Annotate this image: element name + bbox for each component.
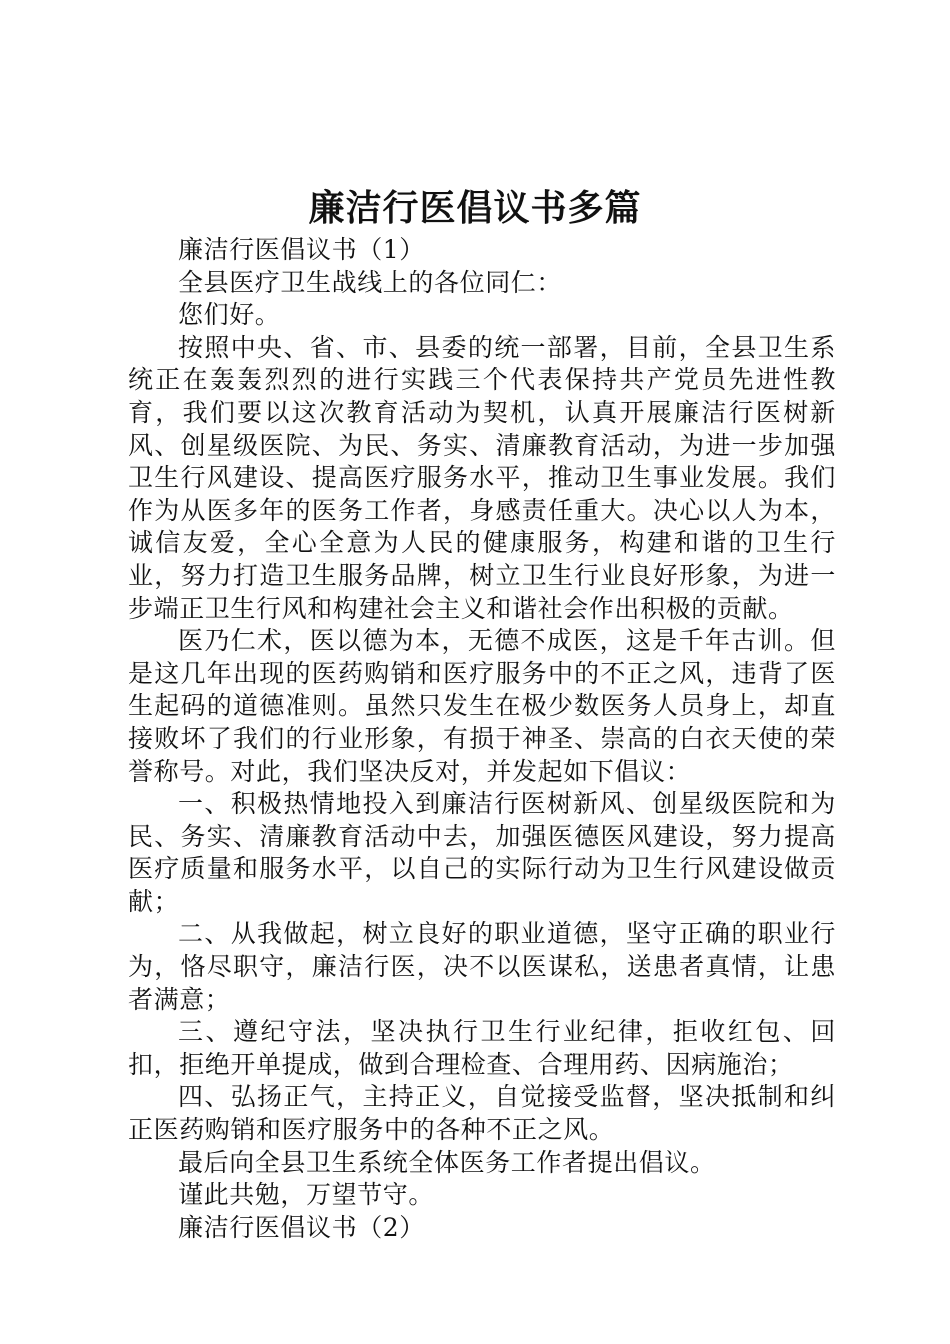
- document-body: [128, 234, 836, 1244]
- document-title: 廉洁行医倡议书多篇: [308, 187, 642, 229]
- proposal-item-3: 三、遵纪守法，坚决执行卫生行业纪律，拒收红包、回扣，拒绝开单提成，做到合理检查、合理用药、因病施治；: [128, 1017, 836, 1079]
- paragraph-ethics: 医乃仁术，医以德为本，无德不成医，这是千年古训。但是这几年出现的医药购销和医疗服务中的不正之风，违背了医生起码的道德准则。虽然只发生在极少数医务人员身上，却直接败坏了我们的行业形象，有损于神圣、崇高的白衣天使的荣誉称号。对此，我们坚决反对，并发起如下倡议：: [128, 626, 836, 786]
- proposal-item-4: 四、弘扬正气，主持正义，自觉接受监督，坚决抵制和纠正医药购销和医疗服务中的各种不正之风。: [128, 1082, 836, 1145]
- section-heading-1: 廉洁行医倡议书（1）: [178, 235, 425, 264]
- greeting: 您们好。: [178, 300, 281, 330]
- proposal-item-2: 二、从我做起，树立良好的职业道德，坚守正确的职业行为，恪尽职守，廉洁行医，决不以医谋私，送患者真情，让患者满意；: [128, 919, 836, 1014]
- paragraph-intro: 按照中央、省、市、县委的统一部署，目前，全县卫生系统正在轰轰烈烈的进行实践三个代表保持共产党员先进性教育，我们要以这次教育活动为契机，认真开展廉洁行医树新风、创星级医院、为民、务实、清廉教育活动，为进一步加强卫生行风建设、提高医疗服务水平，推动卫生事业发展。我们作为从医多年的医务工作者，身感责任重大。决心以人为本，诚信友爱，全心全意为人民的健康服务，构建和谐的卫生行业，努力打造卫生服务品牌，树立卫生行业良好形象，为进一步端正卫生行风和构建社会主义和谐社会作出积极的贡献。: [128, 332, 836, 623]
- salutation: 全县医疗卫生战线上的各位同仁：: [178, 267, 563, 297]
- section-heading-2: 廉洁行医倡议书（2）: [178, 1212, 425, 1242]
- proposal-item-1: 一、积极热情地投入到廉洁行医树新风、创星级医院和为民、务实、清廉教育活动中去，加强医德医风建设，努力提高医疗质量和服务水平，以自己的实际行动为卫生行风建设做贡献；: [128, 789, 836, 916]
- closing-line: 最后向全县卫生系统全体医务工作者提出倡议。: [178, 1147, 716, 1177]
- closing-wish: 谨此共勉，万望节守。: [178, 1180, 435, 1210]
